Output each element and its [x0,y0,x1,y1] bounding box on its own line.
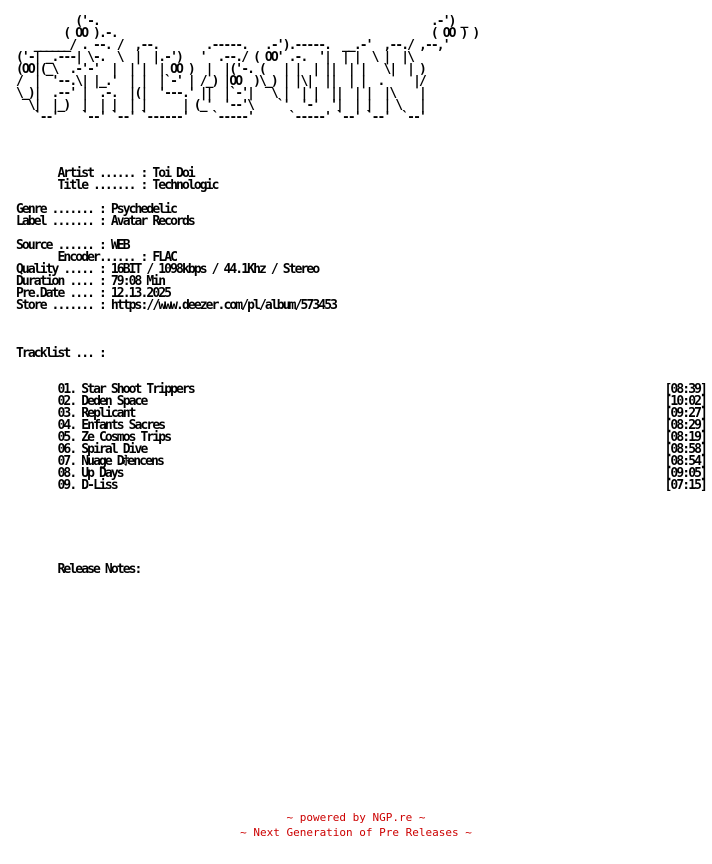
encoder-label: Encoder...... : [57,250,147,265]
track-title: Enfants Sacres [81,418,165,433]
track-title: Star Shoot Trippers [81,382,194,397]
track-number: 09. [57,478,76,493]
track-duration: [08:29] [664,418,706,433]
track-duration: [07:15] [664,478,706,493]
artist-value: Toi Doi [152,166,194,181]
track-number: 07. [57,454,76,469]
store-row [16,300,336,312]
release-notes-label: Release Notes: [57,562,141,577]
quality-label: Quality ..... : [16,262,105,277]
track-number: 08. [57,466,76,481]
track-duration: [08:39] [664,382,706,397]
label-label: Label ....... : [16,214,105,229]
title-label: Title ....... : [57,178,147,193]
track-duration: [08:58] [664,442,706,457]
label-row [16,216,336,228]
track-title: Spiral Dive [81,442,147,457]
artist-label: Artist ...... : [57,166,147,181]
release-notes-heading [16,564,140,576]
duration-value: 79:08 Min [110,274,165,289]
source-value: WEB [110,238,129,253]
track-title: Deden Space [81,394,147,409]
release-info [16,168,336,360]
track-row [16,480,706,492]
ascii-logo: ('-. .-') _ ( OO ).-. ( OO ) ) ______/ . --. / ,--. .-----. .-').-----. __.-' ,--./ ,--,' ('-| _.---| \-. \ | |.-') ' .--./ ( OO' .-. '| | | \ | |\ (OO|(_\ .-'-' | | | | OO ) | |('-. ( | | | || | | \| | ) / | '--.\| |_.' | | |`-' | /_) |OO )\_) | |\| || | | . |/ \_)| .--' | .-. |(| '---.' || |`-'| \ | | | || | | |\ | \| |_) | | | | | | (_' '--'\ `' '-' '| | | | \ | `--' `--' `--' `------' `-----' `-----' `--' `--' `--' [16,14,479,125]
tracklist [16,384,706,492]
track-duration: [09:27] [664,406,706,421]
encoder-value: FLAC [152,250,177,265]
track-duration: [10:02] [664,394,706,409]
track-duration: [09:05] [664,466,706,481]
track-title: Nuage Dﾎencens [81,454,163,469]
store-link[interactable]: https://www.deezer.com/pl/album/573453 [110,298,337,313]
footer-powered-by: ~ powered by NGP.re ~ [286,811,426,824]
track-title: Replicant [81,406,135,421]
track-number: 02. [57,394,76,409]
store-label: Store ....... : [16,298,105,313]
title-row [16,180,336,192]
duration-label: Duration .... : [16,274,105,289]
track-duration: [08:19] [664,430,706,445]
tracklist-heading: Tracklist ... : [16,346,105,361]
predate-label: Pre.Date .... : [16,286,105,301]
title-value: Technologic [152,178,218,193]
track-duration: [08:54] [664,454,706,469]
genre-label: Genre ....... : [16,202,105,217]
track-number: 01. [57,382,76,397]
footer-tagline: ~ Next Generation of Pre Releases ~ [240,826,472,839]
track-title: D-Liss [81,478,117,493]
genre-value: Psychedelic [110,202,177,217]
quality-value: 16BIT / 1098kbps / 44.1Khz / Stereo [110,262,319,277]
track-number: 06. [57,442,76,457]
source-label: Source ...... : [16,238,105,253]
track-title: Up Days [81,466,123,481]
track-number: 04. [57,418,76,433]
label-value: Avatar Records [110,214,194,229]
track-title: Ze Cosmos Trips [81,430,171,445]
track-row [16,468,706,480]
track-number: 03. [57,406,76,421]
track-number: 05. [57,430,76,445]
predate-value: 12.13.2025 [110,286,171,301]
